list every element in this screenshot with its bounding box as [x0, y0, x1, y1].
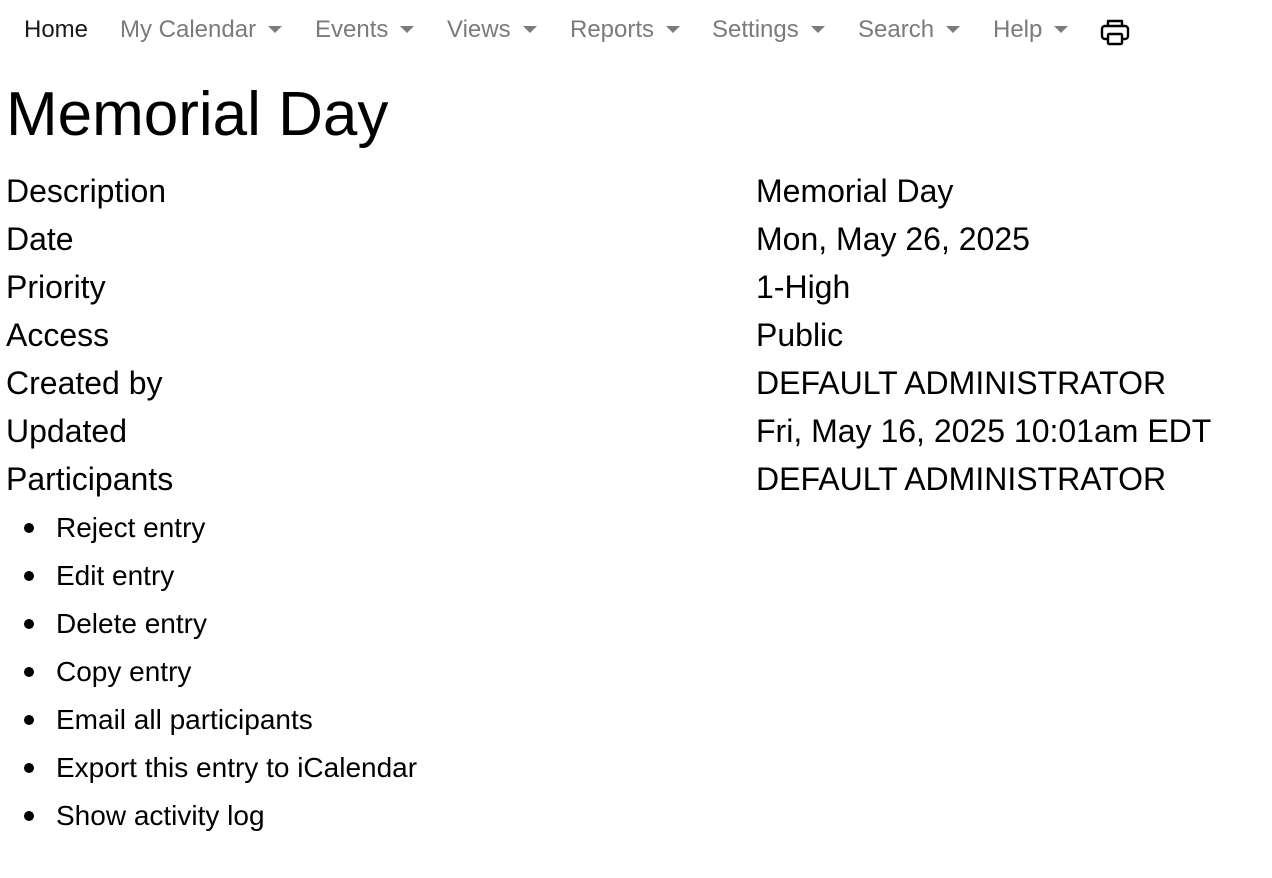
bullet-icon — [24, 811, 34, 821]
chevron-down-icon — [268, 26, 282, 33]
priority-value: 1-High — [756, 269, 851, 305]
nav-views-menu[interactable] — [447, 14, 537, 46]
bullet-icon — [24, 571, 34, 581]
nav-settings-menu[interactable] — [712, 14, 825, 46]
participants-label: Participants — [6, 461, 174, 497]
date-value: Mon, May 26, 2025 — [756, 221, 1030, 257]
export-icalendar-link[interactable]: Export this entry to iCalendar — [56, 752, 418, 783]
nav-help-label: Help — [993, 16, 1043, 43]
nav-my-calendar-label: My Calendar — [120, 16, 257, 43]
created-by-value: DEFAULT ADMINISTRATOR — [756, 365, 1167, 401]
nav-my-calendar-menu[interactable] — [120, 14, 282, 46]
delete-entry-link[interactable]: Delete entry — [56, 608, 207, 639]
access-label: Access — [6, 317, 110, 353]
nav-home[interactable]: Home — [24, 16, 89, 43]
chevron-down-icon — [523, 26, 537, 33]
nav-help-menu[interactable] — [993, 14, 1068, 46]
chevron-down-icon — [811, 26, 825, 33]
bullet-icon — [24, 619, 34, 629]
nav-events-label: Events — [315, 16, 389, 43]
nav-search-label: Search — [858, 16, 935, 43]
description-value: Memorial Day — [756, 173, 954, 209]
chevron-down-icon — [400, 26, 414, 33]
created-by-label: Created by — [6, 365, 163, 401]
nav-settings-label: Settings — [712, 16, 799, 43]
edit-entry-link[interactable]: Edit entry — [56, 560, 175, 591]
bullet-icon — [24, 715, 34, 725]
nav-events-menu[interactable] — [315, 14, 414, 46]
nav-reports-menu[interactable] — [570, 14, 680, 46]
participants-value: DEFAULT ADMINISTRATOR — [756, 461, 1167, 497]
bullet-icon — [24, 763, 34, 773]
description-label: Description — [6, 173, 167, 209]
priority-label: Priority — [6, 269, 106, 305]
nav-search-menu[interactable] — [858, 14, 960, 46]
updated-label: Updated — [6, 413, 127, 449]
bullet-icon — [24, 523, 34, 533]
date-label: Date — [6, 221, 74, 257]
bullet-icon — [24, 667, 34, 677]
chevron-down-icon — [946, 26, 960, 33]
nav-views-label: Views — [447, 16, 511, 43]
print-button[interactable] — [1099, 17, 1131, 47]
reject-entry-link[interactable]: Reject entry — [56, 512, 206, 543]
copy-entry-link[interactable]: Copy entry — [56, 656, 192, 687]
chevron-down-icon — [666, 26, 680, 33]
show-activity-log-link[interactable]: Show activity log — [56, 800, 265, 831]
page-title: Memorial Day — [6, 80, 389, 149]
nav-reports-label: Reports — [570, 16, 655, 43]
access-value: Public — [756, 317, 844, 353]
top-navbar — [0, 0, 1272, 62]
updated-value: Fri, May 16, 2025 10:01am EDT — [756, 413, 1212, 449]
printer-icon — [1099, 17, 1131, 47]
chevron-down-icon — [1054, 26, 1068, 33]
email-participants-link[interactable]: Email all participants — [56, 704, 313, 735]
